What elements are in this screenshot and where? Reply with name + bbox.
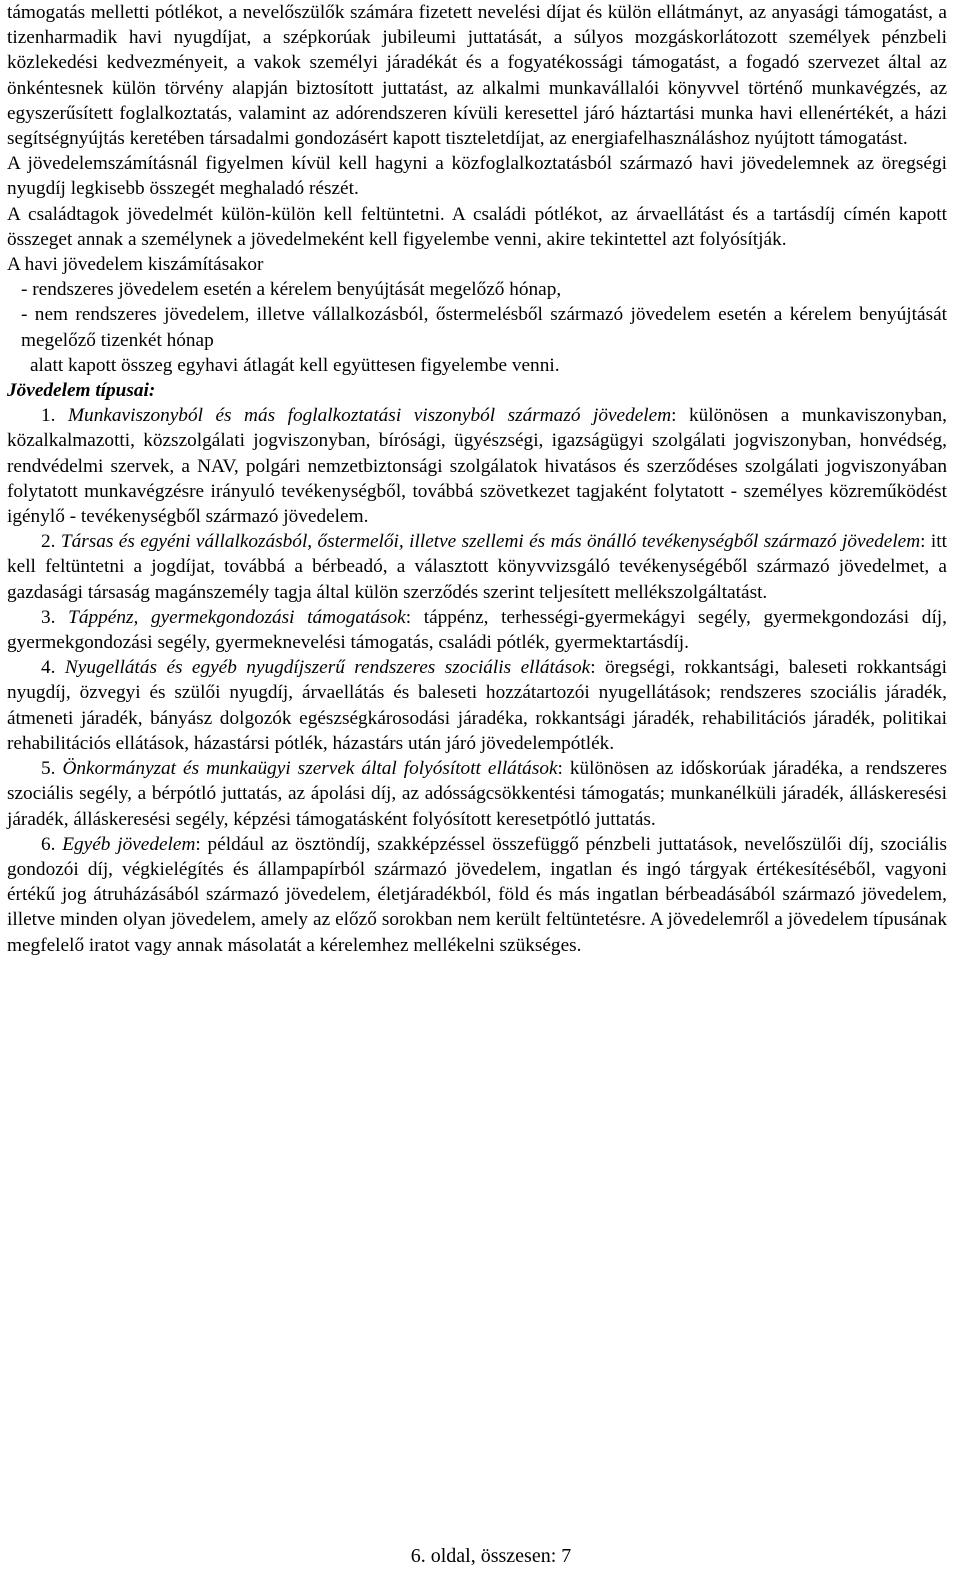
section-heading: Jövedelem típusai: [7, 380, 156, 402]
item-title: Munkaviszonyból és más foglalkoztatási viszonyból származó jövedelem [68, 405, 672, 427]
income-type-item [7, 529, 947, 605]
paragraph-havi-jovedelem: A havi jövedelem kiszámításakor [7, 254, 264, 276]
item-text: : itt kell feltüntetni a jogdíjat, továbbá a bérbeadó, a választott könyvvizsgáló tevékenységéből származó jövedelmet, a gazdasági társaság magánszemély tagja által külön szerződés szerint teljesített mellékszolgáltatást. [7, 531, 947, 603]
item-title: Nyugellátás és egyéb nyugdíjszerű rendszeres szociális ellátások [64, 657, 591, 679]
document-page [7, 0, 947, 958]
item-number: 3. [41, 606, 56, 628]
paragraph-kozfoglalkoztatas: A jövedelemszámításnál figyelmen kívül kell hagyni a közfoglalkoztatásból származó havi jövedelemnek az öregségi nyugdíj legkisebb összegét meghaladó részét. [7, 153, 947, 200]
income-type-item [7, 403, 947, 529]
paragraph-intro: támogatás melletti pótlékot, a nevelőszülők számára fizetett nevelési díjat és külön ellátmányt, az anyasági támogatást, a tizenharmadik havi nyugdíjat, a szépkorúak jubileumi juttatását, a súlyos mozgáskorlátozott személyek pénzbeli közlekedési kedvezményeit, a vakok személyi járadékát és a fogyatékossági támogatást, a fogadó szervezet által az önkéntesnek külön törvény alapján biztosított juttatást, az alkalmi munkavállalói könyvvel történő munkavégzés, az egyszerűsített foglalkoztatás, valamint az adórendszeren kívüli keresettel járó háztartási munka havi ellenértékét, a házi segítségnyújtás keretében társadalmi gondozásért kapott tiszteletdíjat, az energiafelhasználáshoz nyújtott támogatást. [7, 2, 947, 150]
item-number: 4. [41, 657, 56, 679]
income-type-item [7, 756, 947, 832]
item-title: Társas és egyéni vállalkozásból, őstermelői, illetve szellemi és más önálló tevékenységből származó jövedelem [60, 531, 921, 553]
item-text: : különösen az időskorúak járadéka, a rendszeres szociális segély, a bérpótló juttatás, az ápolási díj, az adósságcsökkentési támogatás; munkanélküli járadék, álláskeresési járadék, álláskeresési segély, képzési támogatásként folyósított keresetpótló juttatás. [7, 758, 947, 830]
list-dash-item-2: - nem rendszeres jövedelem, illetve vállalkozásból, őstermelésből származó jövedelem esetén a kérelem benyújtását megelőző tizenkét hónap [21, 304, 947, 351]
income-type-item [7, 605, 947, 655]
item-number: 6. [41, 833, 56, 855]
income-type-item [7, 655, 947, 756]
item-number: 5. [41, 758, 56, 780]
item-number: 1. [41, 405, 56, 427]
list-dash-item-1: - rendszeres jövedelem esetén a kérelem benyújtását megelőző hónap, [21, 279, 562, 301]
item-text: : táppénz, terhességi-gyermekágyi segély, gyermekgondozási díj, gyermekgondozási segély, gyermeknevelési támogatás, családi pótlék, gyermektartásdíj. [7, 606, 947, 654]
paragraph-alatt: alatt kapott összeg egyhavi átlagát kell együttesen figyelembe venni. [30, 354, 560, 376]
item-title: Önkormányzat és munkaügyi szervek által folyósított ellátások [62, 758, 558, 780]
item-title: Táppénz, gyermekgondozási támogatások [68, 606, 406, 628]
page-number-footer: 6. oldal, összesen: 7 [410, 1545, 572, 1567]
item-title: Egyéb jövedelem [62, 833, 196, 855]
item-text: : különösen a munkaviszonyban, közalkalmazotti, közszolgálati jogviszonyban, bírósági, ügyészségi, igazságügyi szolgálati jogviszonyban, honvédség, rendvédelmi szervek, a NAV, polgári nemzetbiztonsági szolgálatok hivatásos és szerződéses szolgálati jogviszonyában folytatott munkavégzésre irányuló tevékenységből, továbbá szövetkezet tagjaként folytatott - személyes közreműködést igénylő - tevékenységből származó jövedelem. [7, 405, 947, 528]
item-text: : öregségi, rokkantsági, baleseti rokkantsági nyugdíj, özvegyi és szülői nyugdíj, árvaellátás és baleseti hozzátartozói nyugellátások; rendszeres szociális járadék, átmeneti járadék, bányász dolgozók egészségkárosodási járadéka, rokkantsági járadék, rehabilitációs járadék, politikai rehabilitációs ellátások, házastársi pótlék, házastárs után járó jövedelempótlék. [7, 657, 948, 754]
paragraph-csaladtagok: A családtagok jövedelmét külön-külön kell feltüntetni. A családi pótlékot, az árvaellátást és a tartásdíj címén kapott összeget annak a személynek a jövedelmeként kell figyelembe venni, akire tekintettel azt folyósítják. [7, 203, 947, 250]
item-text: : például az ösztöndíj, szakképzéssel összefüggő pénzbeli juttatások, nevelőszülői díj, szociális gondozói díj, végkielégítés és állampapírból származó jövedelem, ingatlan és ingó tárgyak értékesítéséből, vagyoni értékű jog átruházásából származó jövedelem, életjáradékból, föld és más ingatlan bérbeadásából származó jövedelem, illetve minden olyan jövedelem, amely az előző sorokban nem került feltüntetésre. A jövedelemről a jövedelem típusának megfelelő iratot vagy annak másolatát a kérelemhez mellékelni szükséges. [7, 833, 947, 956]
item-number: 2. [41, 531, 56, 553]
income-type-item [7, 832, 947, 958]
